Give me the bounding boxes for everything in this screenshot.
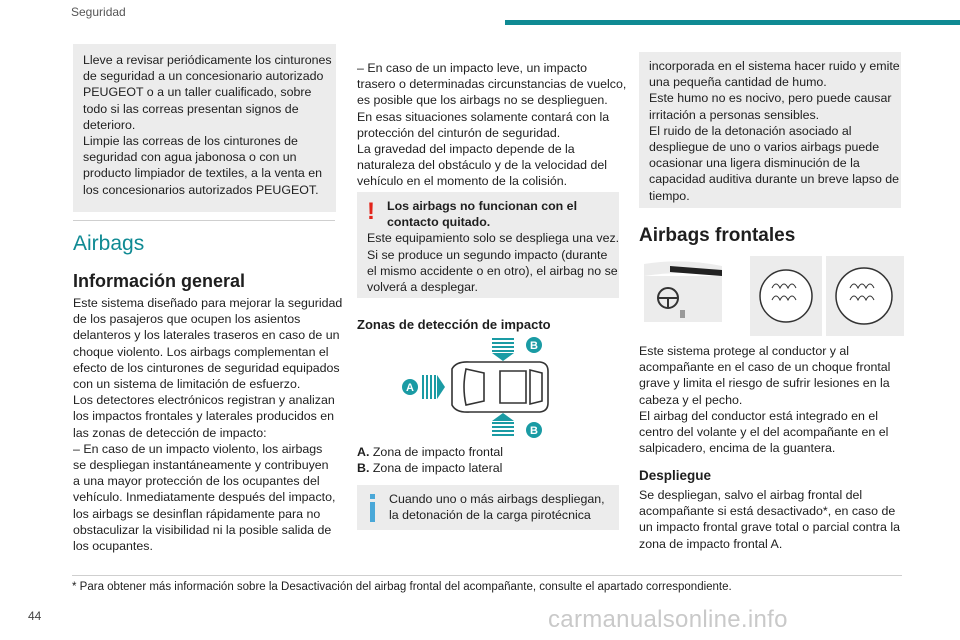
heading-despliegue: Despliegue bbox=[639, 468, 712, 483]
text-line: despliegue de uno o varios airbags puede bbox=[649, 140, 880, 155]
frontal-airbags-illustration bbox=[642, 252, 904, 338]
zones-legend bbox=[357, 444, 503, 476]
text-line: los concesionarios autorizados PEUGEOT. bbox=[83, 182, 319, 197]
text-line: trasero o determinadas circunstancias de vuelco, bbox=[357, 77, 627, 92]
zone-b-label-bottom: B bbox=[530, 425, 538, 437]
text-line: – En caso de un impacto leve, un impacto bbox=[357, 61, 588, 75]
side-impact-arrows-top bbox=[492, 338, 514, 361]
text-line: una pequeña cantidad de humo. bbox=[649, 75, 827, 90]
text-line: Este equipamiento solo se despliega una vez. bbox=[367, 231, 620, 246]
text-line: – En caso de un impacto violento, los airbags bbox=[73, 441, 323, 456]
text-line: con un sistema de limitación de esfuerzo. bbox=[73, 377, 301, 392]
text-line: efecto de los cinturones de seguridad equipados bbox=[73, 360, 340, 375]
text-line: irritación a personas sensibles. bbox=[649, 107, 820, 122]
warning-title-line: Los airbags no funcionan con el bbox=[387, 199, 578, 213]
header-accent-bar bbox=[505, 20, 960, 25]
text-line: Cuando uno o más airbags despliegan, bbox=[389, 492, 605, 506]
legend-item-a: A. Zona de impacto frontal bbox=[357, 445, 504, 459]
section-title: Seguridad bbox=[71, 5, 126, 19]
text-line: incorporada en el sistema hacer ruido y emite bbox=[649, 59, 900, 73]
zone-a-label: A bbox=[406, 382, 414, 394]
text-line: vehículo en el momento de la colisión. bbox=[357, 174, 568, 189]
text-line: tiempo. bbox=[649, 188, 690, 203]
text-line: naturaleza del obstáculo y de la velocidad del bbox=[357, 158, 608, 173]
footnote: * Para obtener más información sobre la Desactivación del airbag frontal del acompañante, consulte el apartado correspondiente. bbox=[72, 581, 732, 593]
info-icon-dot bbox=[370, 494, 375, 499]
front-impact-arrows bbox=[422, 375, 445, 399]
warning-box bbox=[357, 192, 619, 298]
text-line: de los pasajeros que ocupen los asientos bbox=[73, 312, 301, 327]
text-line: PEUGEOT o a un taller cualificado, sobre bbox=[83, 85, 312, 100]
text-line: volverá a desplegar. bbox=[367, 280, 478, 295]
text-line: Lleve a revisar periódicamente los cinturones bbox=[83, 53, 332, 67]
text-line: un impacto frontal grave total o parcial contra la bbox=[639, 520, 901, 535]
text-line: acompañante si está desactivado*, en caso de bbox=[639, 504, 896, 519]
heading-informacion-general: Información general bbox=[73, 271, 246, 291]
watermark: carmanualsonline.info bbox=[548, 606, 788, 633]
frontales-text bbox=[639, 343, 907, 456]
text-line: las zonas de detección de impacto: bbox=[73, 425, 267, 440]
text-line: Se despliegan, salvo el airbag frontal del bbox=[639, 488, 863, 502]
section-heading-airbags: Airbags bbox=[73, 232, 145, 255]
text-line: En esas situaciones solamente contará con la bbox=[357, 109, 610, 124]
text-line: todo si las correas presentan signos de bbox=[83, 101, 299, 116]
text-line: El ruido de la detonación asociado al bbox=[649, 123, 852, 138]
belt-maintenance-box bbox=[73, 44, 336, 212]
text-line: Si se produce un segundo impacto (durante bbox=[367, 247, 608, 262]
smoke-noise-box bbox=[639, 52, 901, 208]
text-line: la detonación de la carga pirotécnica bbox=[389, 508, 591, 523]
text-line: de seguridad a un concesionario autorizado bbox=[83, 69, 324, 84]
dashboard-icon bbox=[644, 261, 722, 322]
side-impact-arrows-bottom bbox=[492, 413, 514, 436]
despliegue-text bbox=[639, 487, 907, 552]
text-line: cabeza y el pecho. bbox=[639, 392, 743, 407]
text-line: deterioro. bbox=[83, 117, 136, 132]
text-line: se despliegan instantáneamente y contribuyen bbox=[73, 458, 329, 473]
warning-icon: ! bbox=[367, 198, 375, 225]
text-line: Este sistema protege al conductor y al bbox=[639, 344, 850, 358]
zone-b-label-top: B bbox=[530, 340, 538, 352]
text-line: es posible que los airbags no se desplieguen. bbox=[357, 93, 608, 108]
text-line: protección del cinturón de seguridad. bbox=[357, 125, 561, 140]
text-line: los ocupantes. bbox=[73, 539, 153, 554]
text-line: La gravedad del impacto depende de la bbox=[357, 142, 575, 157]
driver-airbag-icon bbox=[750, 256, 822, 336]
text-line: Los detectores electrónicos registran y analizan bbox=[73, 393, 335, 408]
middle-text bbox=[357, 60, 625, 190]
text-line: Este sistema diseñado para mejorar la seguridad bbox=[73, 296, 343, 310]
legend-item-b: B. Zona de impacto lateral bbox=[357, 461, 503, 476]
text-line: producto limpiador de textiles, a la venta en bbox=[83, 166, 323, 181]
text-line: zona de impacto frontal A. bbox=[639, 536, 783, 551]
text-line: obstaculizar la visibilidad ni la posible salida de bbox=[73, 522, 332, 537]
text-line: capacidad auditiva durante un breve lapso de bbox=[649, 172, 900, 187]
passenger-airbag-icon bbox=[826, 256, 904, 336]
text-line: grave y limita el riesgo de sufrir lesiones en la bbox=[639, 376, 890, 391]
text-line: centro del volante y el del acompañante en el bbox=[639, 425, 889, 440]
text-line: acompañante en el caso de un choque frontal bbox=[639, 360, 891, 375]
section-divider bbox=[73, 220, 335, 221]
text-line: delanteros y los laterales traseros en caso de un bbox=[73, 328, 340, 343]
text-line: Limpie las correas de los cinturones de bbox=[83, 134, 298, 149]
text-line: choque violento. Los airbags complementan el bbox=[73, 344, 329, 359]
text-line: seguridad con agua jabonosa o con un bbox=[83, 150, 297, 165]
text-line: a una mayor protección de los ocupantes del bbox=[73, 474, 320, 489]
text-line: los impactos frontales y laterales producidos en bbox=[73, 409, 335, 424]
text-line: vehículo. Inmediatamente después del impacto, bbox=[73, 490, 336, 505]
page-number: 44 bbox=[28, 609, 42, 623]
text-line: salpicadero, encima de la guantera. bbox=[639, 441, 836, 456]
info-general-text bbox=[73, 295, 341, 554]
text-line: el mismo accidente o en otro), el airbag no se bbox=[367, 263, 618, 278]
footnote-divider bbox=[72, 575, 902, 576]
text-line: Este humo no es nocivo, pero puede causar bbox=[649, 91, 892, 106]
text-line: El airbag del conductor está integrado en el bbox=[639, 408, 879, 423]
car-top-view-icon bbox=[452, 362, 548, 412]
info-box bbox=[357, 485, 619, 530]
warning-title-line: contacto quitado. bbox=[387, 215, 491, 230]
text-line: ocasionar una ligera disminución de la bbox=[649, 156, 860, 171]
heading-zonas-deteccion: Zonas de detección de impacto bbox=[357, 317, 551, 332]
info-icon bbox=[370, 502, 375, 522]
heading-airbags-frontales: Airbags frontales bbox=[639, 225, 796, 246]
text-line: los airbags se desinflan rápidamente para no bbox=[73, 506, 321, 521]
impact-zones-diagram bbox=[400, 335, 550, 443]
